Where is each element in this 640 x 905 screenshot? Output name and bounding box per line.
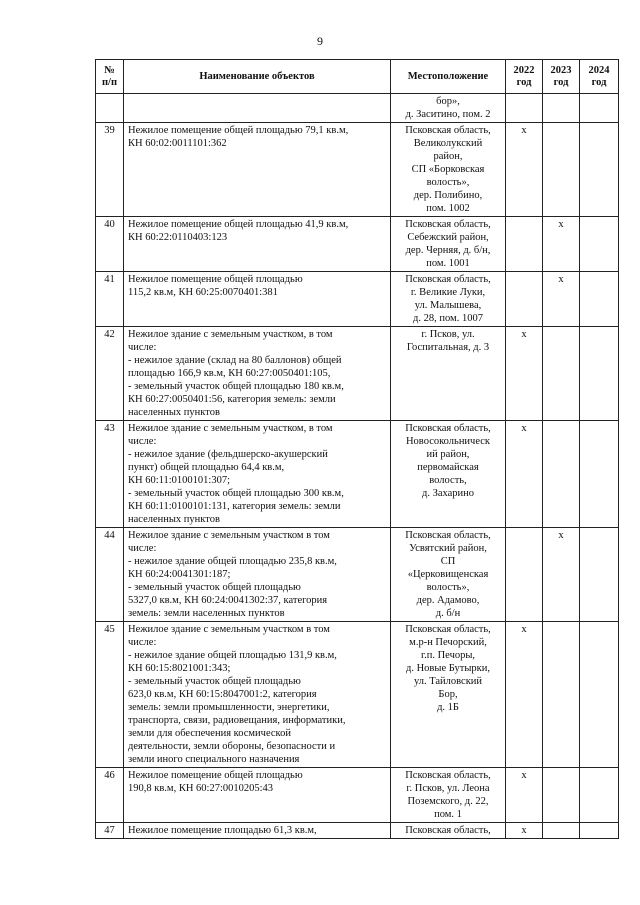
object-name-line: земли для обеспечения космической [128,728,291,739]
location-cell [391,622,506,768]
header-year-2022: 2022 год [506,60,543,94]
mark-y2023 [543,123,580,217]
object-name-line: - нежилое здание общей площадью 235,8 кв.м, [128,556,337,567]
table-row [96,528,619,622]
location-line: район, [433,151,463,162]
mark-y2022: х [506,421,543,528]
object-name-line: Нежилое помещение площадью 61,3 кв.м, [128,825,317,836]
object-name-line: - земельный участок общей площадью [128,582,301,593]
location-line: дер. Черняя, д. б/н, [405,245,491,256]
object-name-line: КН 60:27:0050401:56, категория земель: земли [128,394,336,405]
objects-table [95,59,619,839]
mark-y2023 [543,327,580,421]
location-line: Псковская область, [405,530,491,541]
table-row [96,823,619,839]
location-line: дер. Полибино, [413,190,483,201]
location-line: Новосокольническ [405,436,491,447]
table-row [96,622,619,768]
location-line: д. Новые Бутырки, [406,663,490,674]
mark-y2023 [543,94,580,123]
table-row [96,217,619,272]
object-name-line: КН 60:02:0011101:362 [128,138,227,149]
location-cell [391,528,506,622]
object-name-line: Нежилое здание с земельным участком, в том [128,329,333,340]
location-cell [391,123,506,217]
mark-y2022: х [506,823,543,839]
object-name-line: населенных пунктов [128,514,220,525]
location-line: волость», [426,582,470,593]
location-line: Псковская область, [405,423,491,434]
location-cell [391,272,506,327]
header-year-2023: 2023 год [543,60,580,94]
table-row [96,421,619,528]
mark-y2024 [580,421,619,528]
object-name-cell [124,768,391,823]
object-name-line: пункт) общей площадью 64,4 кв.м, [128,462,285,473]
mark-y2022: х [506,123,543,217]
location-line: Поземского, д. 22, [407,796,489,807]
mark-y2022 [506,94,543,123]
location-line: г. Псков, ул. [421,329,475,340]
location-line: пом. 1 [434,809,462,820]
location-cell [391,768,506,823]
object-name-line: Нежилое помещение общей площадью 79,1 кв.м, [128,125,349,136]
location-line: г.п. Печоры, [420,650,476,661]
object-name-line: - нежилое здание (склад на 80 баллонов) общей [128,355,342,366]
row-number: 47 [96,823,124,839]
location-line: Псковская область, [405,125,491,136]
row-number: 45 [96,622,124,768]
location-line: первомайская [417,462,479,473]
location-line: Псковская область, [405,825,491,836]
mark-y2023: х [543,217,580,272]
object-name-line: Нежилое помещение общей площадью 41,9 кв.м, [128,219,349,230]
object-name-line: числе: [128,543,157,554]
location-line: пом. 1002 [426,203,470,214]
mark-y2024 [580,768,619,823]
object-name-line: числе: [128,342,157,353]
object-name-line: транспорта, связи, радиовещания, информатики, [128,715,346,726]
location-line: д. б/н [435,608,461,619]
location-line: Усвятский район, [409,543,487,554]
object-name-line: земель: земли промышленности, энергетики, [128,702,330,713]
location-line: д. Заситино, пом. 2 [405,109,491,120]
location-line: г. Великие Луки, [410,287,486,298]
object-name-cell [124,327,391,421]
table-row [96,768,619,823]
location-line: Псковская область, [405,219,491,230]
mark-y2022: х [506,327,543,421]
table-row [96,327,619,421]
object-name-line: КН 60:11:0100101:131, категория земель: земли [128,501,341,512]
object-name-cell [124,528,391,622]
object-name-cell [124,622,391,768]
object-name-line: числе: [128,436,157,447]
location-line: ул. Малышева, [414,300,482,311]
mark-y2022: х [506,768,543,823]
location-cell [391,327,506,421]
mark-y2024 [580,823,619,839]
location-line: Себежский район, [407,232,489,243]
object-name-cell [124,123,391,217]
location-line: Великолукский [413,138,483,149]
object-name-line: КН 60:15:8021001:343; [128,663,231,674]
object-name-line: - земельный участок общей площадью 300 кв.м, [128,488,344,499]
object-name-line: Нежилое здание с земельным участком в том [128,624,330,635]
location-line: волость, [429,475,467,486]
object-name-line: - нежилое здание общей площадью 131,9 кв.м, [128,650,337,661]
location-line: Псковская область, [405,770,491,781]
mark-y2024 [580,622,619,768]
table-row [96,272,619,327]
location-cell [391,823,506,839]
row-number: 46 [96,768,124,823]
table-header-row [96,60,619,94]
mark-y2024 [580,327,619,421]
row-number [96,94,124,123]
location-line: д. 1Б [437,702,459,713]
header-year-2024: 2024 год [580,60,619,94]
row-number: 41 [96,272,124,327]
location-line: пом. 1001 [426,258,470,269]
location-line: Псковская область, [405,624,491,635]
header-object-name: Наименование объектов [124,60,391,94]
mark-y2023 [543,823,580,839]
object-name-line: числе: [128,637,157,648]
row-number: 44 [96,528,124,622]
row-number: 40 [96,217,124,272]
location-line: г. Псков, ул. Леона [406,783,490,794]
mark-y2022 [506,528,543,622]
header-location: Местоположение [391,60,506,94]
location-line: бор», [436,96,460,107]
object-name-cell [124,94,391,123]
mark-y2023 [543,622,580,768]
location-line: Госпитальная, д. 3 [406,342,490,353]
location-cell [391,94,506,123]
location-line: дер. Адамово, [416,595,480,606]
mark-y2022 [506,272,543,327]
location-line: СП «Борковская [411,164,485,175]
table-row [96,94,619,123]
location-line: д. 28, пом. 1007 [413,313,483,324]
object-name-line: КН 60:24:0041301:187; [128,569,231,580]
object-name-line: деятельности, земли обороны, безопасности и [128,741,336,752]
location-cell [391,421,506,528]
object-name-line: населенных пунктов [128,407,220,418]
object-name-line: Нежилое помещение общей площадью [128,770,303,781]
row-number: 43 [96,421,124,528]
mark-y2024 [580,528,619,622]
row-number: 42 [96,327,124,421]
page-number: 9 [317,34,323,48]
object-name-line: 190,8 кв.м, КН 60:27:0010205:43 [128,783,274,794]
object-name-line: - земельный участок общей площадью [128,676,301,687]
mark-y2022: х [506,622,543,768]
object-name-line: КН 60:22:0110403:123 [128,232,228,243]
object-name-line: 5327,0 кв.м, КН 60:24:0041302:37, категория [128,595,328,606]
mark-y2024 [580,272,619,327]
object-name-line: - земельный участок общей площадью 180 кв.м, [128,381,344,392]
location-line: волость», [426,177,470,188]
location-line: Псковская область, [405,274,491,285]
object-name-cell [124,823,391,839]
object-name-line: 115,2 кв.м, КН 60:25:0070401:381 [128,287,278,298]
location-line: ул. Тайловский [413,676,483,687]
mark-y2023 [543,421,580,528]
header-number: № п/п [96,60,124,94]
object-name-line: земли иного специального назначения [128,754,300,765]
object-name-line: площадью 166,9 кв.м, КН 60:27:0050401:105, [128,368,331,379]
location-line: СП [440,556,456,567]
object-name-line: КН 60:11:0100101:307; [128,475,230,486]
object-name-line: - нежилое здание (фельдшерско-акушерский [128,449,328,460]
mark-y2024 [580,217,619,272]
mark-y2024 [580,123,619,217]
location-cell [391,217,506,272]
table-row [96,123,619,217]
object-name-line: земель: земли населенных пунктов [128,608,285,619]
object-name-cell [124,217,391,272]
object-name-line: 623,0 кв.м, КН 60:15:8047001:2, категория [128,689,317,700]
location-line: ий район, [426,449,470,460]
location-line: «Церковищенская [407,569,489,580]
object-name-cell [124,421,391,528]
mark-y2023: х [543,528,580,622]
location-line: м.р-н Печорский, [409,637,487,648]
mark-y2023 [543,768,580,823]
location-line: д. Захарино [421,488,475,499]
mark-y2022 [506,217,543,272]
object-name-line: Нежилое здание с земельным участком в том [128,530,330,541]
mark-y2024 [580,94,619,123]
object-name-line: Нежилое здание с земельным участком, в том [128,423,333,434]
object-name-cell [124,272,391,327]
mark-y2023: х [543,272,580,327]
location-line: Бор, [438,689,458,700]
row-number: 39 [96,123,124,217]
object-name-line: Нежилое помещение общей площадью [128,274,303,285]
